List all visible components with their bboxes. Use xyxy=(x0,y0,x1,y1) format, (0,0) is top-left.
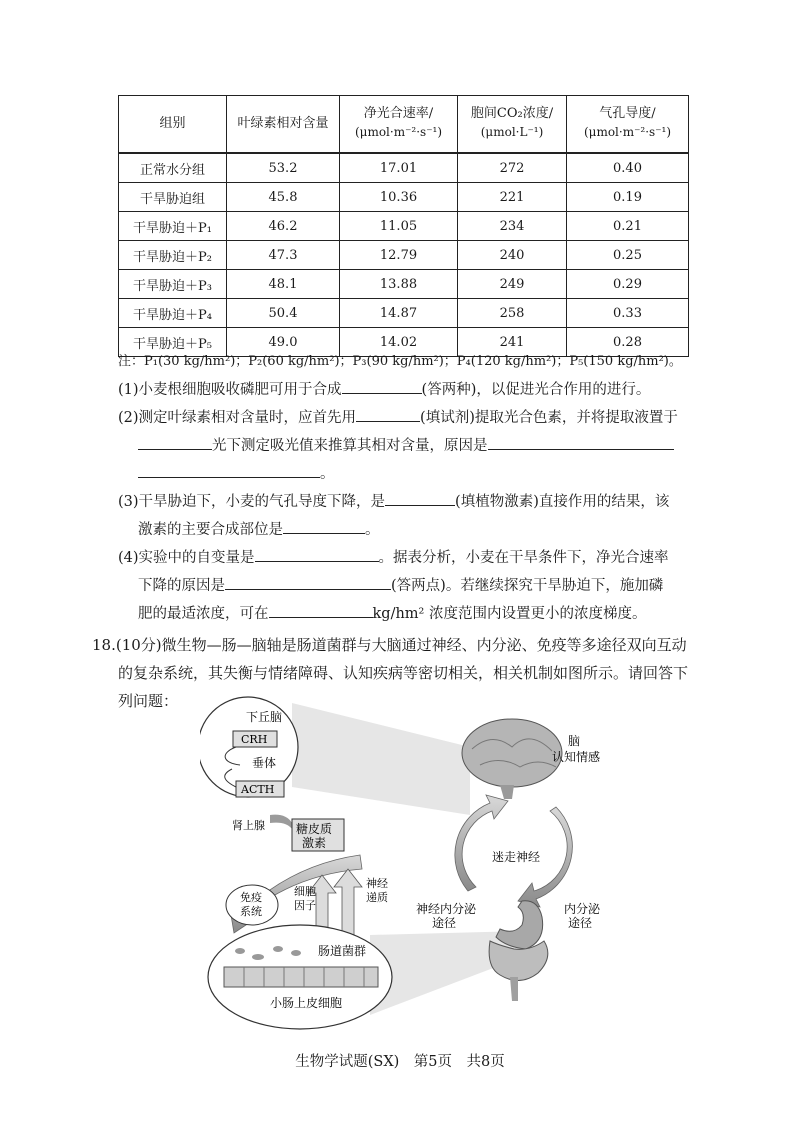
cell-conductance: 0.19 xyxy=(567,183,689,212)
cell-co2: 234 xyxy=(458,212,567,241)
cell-conductance: 0.28 xyxy=(567,328,689,357)
brain-stem xyxy=(500,785,514,799)
cell-group: 干旱胁迫＋P₃ xyxy=(119,270,227,299)
cell-chlorophyll: 53.2 xyxy=(227,153,340,183)
answer-blank[interactable] xyxy=(138,435,212,450)
cell-net-rate: 14.02 xyxy=(340,328,458,357)
answer-blank[interactable] xyxy=(342,379,422,394)
cell-co2: 249 xyxy=(458,270,567,299)
cell-chlorophyll: 45.8 xyxy=(227,183,340,212)
cell-co2: 241 xyxy=(458,328,567,357)
pituitary-label: 垂体 xyxy=(252,756,277,770)
header-intercellular-co2: 胞间CO₂浓度/ (μmol·L⁻¹) xyxy=(458,96,567,154)
cell-conductance: 0.21 xyxy=(567,212,689,241)
neuroendocrine-label-2: 途径 xyxy=(432,916,457,930)
bacteria xyxy=(252,954,264,960)
cell-net-rate: 10.36 xyxy=(340,183,458,212)
answer-blank[interactable] xyxy=(138,463,320,478)
table-row xyxy=(119,153,689,183)
question-4-cont: 下降的原因是 (答两点)。若继续探究干旱胁迫下，施加磷 xyxy=(138,574,663,595)
neurotransmitter-label-2: 递质 xyxy=(366,891,388,904)
epithelium-cells xyxy=(224,967,378,987)
question-2: (2)测定叶绿素相对含量时，应首先用 (填试剂)提取光合色素，并将提取液置于 xyxy=(118,406,678,427)
bacteria xyxy=(291,950,301,956)
table-row xyxy=(119,183,689,212)
cell-group: 干旱胁迫＋P₅ xyxy=(119,328,227,357)
bacteria xyxy=(235,948,245,954)
cell-chlorophyll: 50.4 xyxy=(227,299,340,328)
table-row xyxy=(119,212,689,241)
header-net-photosynthesis: 净光合速率/ (μmol·m⁻²·s⁻¹) xyxy=(340,96,458,154)
answer-blank[interactable] xyxy=(385,491,455,506)
page-footer: 生物学试题(SX) 第5页 共8页 xyxy=(295,1054,505,1070)
cell-group: 干旱胁迫＋P₄ xyxy=(119,299,227,328)
brain-label: 脑 xyxy=(568,734,581,748)
table-row xyxy=(119,241,689,270)
cell-net-rate: 12.79 xyxy=(340,241,458,270)
adrenal-label: 肾上腺 xyxy=(232,819,265,832)
endocrine-label-2: 途径 xyxy=(568,916,593,930)
cell-co2: 258 xyxy=(458,299,567,328)
crh-label: CRH xyxy=(241,733,268,746)
question-3: (3)干旱胁迫下，小麦的气孔导度下降，是 (填植物激素)直接作用的结果，该 xyxy=(118,490,669,511)
cell-conductance: 0.25 xyxy=(567,241,689,270)
answer-blank[interactable] xyxy=(488,435,674,450)
cell-net-rate: 11.05 xyxy=(340,212,458,241)
cell-co2: 240 xyxy=(458,241,567,270)
vagus-label: 迷走神经 xyxy=(492,850,541,864)
cell-group: 正常水分组 xyxy=(119,153,227,183)
cytokine-label-1: 细胞 xyxy=(294,885,316,898)
endocrine-label-1: 内分泌 xyxy=(564,902,601,916)
cell-chlorophyll: 48.1 xyxy=(227,270,340,299)
question-1: (1)小麦根细胞吸收磷肥可用于合成 (答两种)，以促进光合作用的进行。 xyxy=(118,378,650,399)
answer-blank[interactable] xyxy=(356,407,420,422)
question-3-cont: 激素的主要合成部位是 。 xyxy=(138,518,380,539)
gut-flora-label: 肠道菌群 xyxy=(318,944,367,958)
question-18-line3: 列问题： xyxy=(118,692,179,710)
neurotransmitter-label-1: 神经 xyxy=(366,877,388,890)
cell-conductance: 0.33 xyxy=(567,299,689,328)
cell-co2: 272 xyxy=(458,153,567,183)
acth-label: ACTH xyxy=(241,783,275,796)
question-4-cont2: 肥的最适浓度，可在 kg/hm² 浓度范围内设置更小的浓度梯度。 xyxy=(138,602,646,623)
cell-group: 干旱胁迫组 xyxy=(119,183,227,212)
header-chlorophyll: 叶绿素相对含量 xyxy=(227,96,340,154)
glucocorticoid-label-2: 激素 xyxy=(302,836,327,850)
question-4: (4)实验中的自变量是 。据表分析，小麦在干旱条件下，净光合速率 xyxy=(118,546,669,567)
answer-blank[interactable] xyxy=(255,547,379,562)
bacteria xyxy=(273,946,283,952)
table-header-row xyxy=(119,96,689,154)
zoom-beam-brain xyxy=(292,703,470,815)
answer-blank[interactable] xyxy=(225,575,391,590)
brain xyxy=(462,719,562,787)
cognition-label: 认知情感 xyxy=(552,750,601,764)
rectum xyxy=(510,977,518,1001)
question-18-line2: 的复杂系统，其失衡与情绪障碍、认知疾病等密切相关，相关机制如图所示。请回答下 xyxy=(118,664,689,682)
neurotransmitter-arrow xyxy=(334,869,362,935)
question-2-cont: 光下测定吸光值来推算其相对含量，原因是 xyxy=(138,434,674,455)
question-2-cont2: 。 xyxy=(138,462,335,483)
cell-net-rate: 13.88 xyxy=(340,270,458,299)
cell-co2: 221 xyxy=(458,183,567,212)
cytokine-label-2: 因子 xyxy=(294,899,316,912)
cell-group: 干旱胁迫＋P₂ xyxy=(119,241,227,270)
table-row xyxy=(119,299,689,328)
glucocorticoid-label-1: 糖皮质 xyxy=(296,822,333,836)
header-group: 组别 xyxy=(119,96,227,154)
cell-conductance: 0.40 xyxy=(567,153,689,183)
hypothalamus-label: 下丘脑 xyxy=(246,710,283,724)
gut-brain-axis-figure xyxy=(200,695,620,1035)
cell-chlorophyll: 49.0 xyxy=(227,328,340,357)
cell-conductance: 0.29 xyxy=(567,270,689,299)
header-stomatal-conductance: 气孔导度/ (μmol·m⁻²·s⁻¹) xyxy=(567,96,689,154)
neuroendocrine-label-1: 神经内分泌 xyxy=(416,902,477,916)
immune-label-1: 免疫 xyxy=(240,891,262,904)
cell-group: 干旱胁迫＋P₁ xyxy=(119,212,227,241)
cell-chlorophyll: 47.3 xyxy=(227,241,340,270)
question-18-line1: 18.(10分)微生物—肠—脑轴是肠道菌群与大脑通过神经、内分泌、免疫等多途径双向互动 xyxy=(92,636,687,654)
cell-net-rate: 17.01 xyxy=(340,153,458,183)
table-note: 注：P₁(30 kg/hm²)；P₂(60 kg/hm²)；P₃(90 kg/hm²)；P₄(120 kg/hm²)；P₅(150 kg/hm²)。 xyxy=(118,354,682,369)
results-table xyxy=(118,95,689,357)
immune-label-2: 系统 xyxy=(240,905,262,918)
epithelium-label: 小肠上皮细胞 xyxy=(270,996,343,1010)
adrenal-gland xyxy=(270,815,292,829)
stomach xyxy=(496,901,543,949)
answer-blank[interactable] xyxy=(269,603,373,618)
answer-blank[interactable] xyxy=(283,519,365,534)
cell-chlorophyll: 46.2 xyxy=(227,212,340,241)
table-row xyxy=(119,270,689,299)
cell-net-rate: 14.87 xyxy=(340,299,458,328)
